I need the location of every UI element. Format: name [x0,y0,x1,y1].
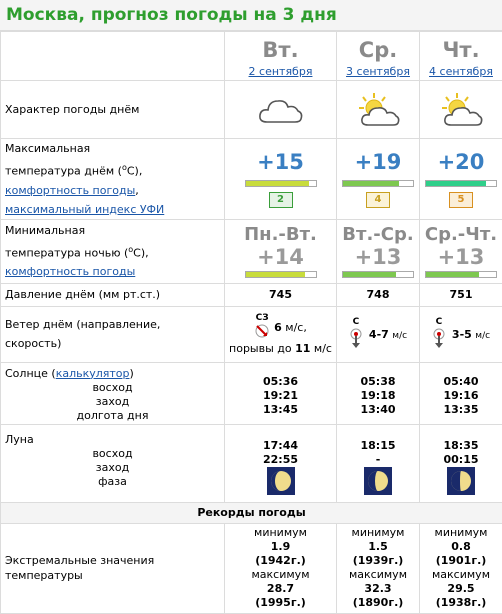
night-bar-fill [426,272,479,277]
moonset-label: заход [1,461,224,475]
moon-cell-2 [337,424,420,502]
sunset-time: 19:21 [225,389,336,403]
daylength: 13:35 [420,403,502,417]
max-temp-cell-2 [337,139,420,220]
comfort-bar-fill [426,181,486,186]
forecast-table [0,31,502,614]
weather-cell-2 [337,81,420,139]
moon-label: Луна [1,433,224,447]
page-title: Москва, прогноз погоды на 3 дня [0,0,502,31]
day-date-link[interactable]: 4 сентября [420,65,502,78]
wind-speed: 6 [274,321,282,334]
record-max: 29.5 [447,582,474,595]
record-cell-1: минимум 1.9 (1942г.) максимум 28.7 (1995г.) [225,523,337,613]
sunset-label: заход [1,395,224,409]
sunset-time: 19:16 [420,389,502,403]
comfort-bar [425,180,497,187]
comfort-bar-fill [343,181,399,186]
wind-speed: 4-7 [369,328,389,341]
min-temp-cell-3 [420,219,502,283]
night-days: Ср.-Чт. [420,224,502,245]
moon-cell-1 [225,424,337,502]
sunrise-time: 05:38 [337,375,419,389]
daylength: 13:40 [337,403,419,417]
wind-direction: СЗ [254,313,270,323]
min-temp-value: +13 [420,245,502,269]
record-max: 32.3 [364,582,391,595]
wind-speed: 3-5 [452,328,472,341]
sunset-time: 19:18 [337,389,419,403]
wind-label: Ветер днём (направление, скорость) [1,306,225,362]
sun-cell-2 [337,362,420,424]
record-min-year: (1939г.) [353,554,404,567]
extreme-label: Экстремальные значения температуры [1,523,225,613]
record-cell-2: минимум 1.5 (1939г.) максимум 32.3 (1890г.) [337,523,420,613]
moon-phase-icon [267,467,295,495]
moonrise-label: восход [1,447,224,461]
wind-cell-1: СЗ 6 м/с, порывы до 11 м/с [225,306,337,362]
night-days: Вт.-Ср. [337,224,419,245]
max-temp-value: +19 [337,150,419,174]
wind-north-icon [349,327,363,349]
wind-direction: С [432,317,446,327]
weather-day-label: Характер погоды днём [1,81,225,139]
moon-phase-icon [364,467,392,495]
day-name: Вт. [225,38,336,62]
sunrise-time: 05:40 [420,375,502,389]
record-max-year: (1995г.) [255,596,306,609]
max-temp-cell-1 [225,139,337,220]
min-temp-cell-2 [337,219,420,283]
pressure-value: 745 [225,283,337,306]
moon-phase-icon [447,467,475,495]
moonset-time: 22:55 [225,453,336,467]
moonset-time: - [337,453,419,467]
moonrise-time: 18:15 [337,439,419,453]
night-bar-fill [343,272,396,277]
comfort-link[interactable]: комфортность погоды [5,265,135,278]
comfort-bar [342,180,414,187]
record-cell-3: минимум 0.8 (1901г.) максимум 29.5 (1938г.) [420,523,502,613]
day-header-1 [225,32,337,81]
min-temp-value: +13 [337,245,419,269]
uv-index-link[interactable]: максимальный индекс УФИ [5,203,164,216]
sun-cell-3 [420,362,502,424]
moon-label-cell [1,424,225,502]
cloudy-icon [257,92,305,128]
wind-direction: С [349,317,363,327]
max-temp-value: +15 [225,150,336,174]
sun-label-cell: Солнце (калькулятор) восход заход долгота дня [1,362,225,424]
wind-gust: 11 [295,342,310,355]
record-min: 1.5 [368,540,388,553]
min-temp-cell-1 [225,219,337,283]
comfort-bar [245,271,317,278]
comfort-bar [342,271,414,278]
uv-index-badge: 4 [366,192,390,208]
record-max: 28.7 [267,582,294,595]
records-header: Рекорды погоды [1,502,502,523]
min-temp-label: Минимальная температура ночью ($^o$C), комфортность погоды [1,219,225,283]
night-bar-fill [246,272,306,277]
day-name: Чт. [420,38,502,62]
phase-label: фаза [1,475,224,489]
day-date-link[interactable]: 2 сентября [225,65,336,78]
sun-cell-1 [225,362,337,424]
pressure-value: 748 [337,283,420,306]
weather-cell-1 [225,81,337,139]
max-temp-label: Максимальная температура днём ($^o$C), комфортность погоды, максимальный индекс УФИ [1,139,225,220]
moonrise-time: 18:35 [420,439,502,453]
pressure-value: 751 [420,283,502,306]
uv-index-badge: 2 [269,192,293,208]
sun-calculator-link[interactable]: калькулятор [56,367,130,380]
record-min-year: (1942г.) [255,554,306,567]
max-temp-cell-3 [420,139,502,220]
day-header-2 [337,32,420,81]
moon-cell-3 [420,424,502,502]
max-temp-value: +20 [420,150,502,174]
comfort-bar [245,180,317,187]
night-days: Пн.-Вт. [225,224,336,245]
record-min: 0.8 [451,540,471,553]
day-date-link[interactable]: 3 сентября [337,65,419,78]
day-name: Ср. [337,38,419,62]
sunrise-label: восход [1,381,224,395]
sunrise-time: 05:36 [225,375,336,389]
comfort-bar-fill [246,181,309,186]
record-max-year: (1890г.) [353,596,404,609]
uv-index-badge: 5 [449,192,473,208]
wind-north-icon [432,327,446,349]
weather-cell-3 [420,81,502,139]
min-temp-value: +14 [225,245,336,269]
partly-cloudy-icon [437,91,485,129]
partly-cloudy-icon [354,91,402,129]
wind-cell-2: С 4-7 м/с [337,306,420,362]
wind-northwest-icon [254,323,270,339]
moonset-time: 00:15 [420,453,502,467]
daylength-label: долгота дня [1,409,224,423]
comfort-bar [425,271,497,278]
day-header-3 [420,32,502,81]
pressure-label: Давление днём (мм рт.ст.) [1,283,225,306]
comfort-link[interactable]: комфортность погоды [5,184,135,197]
wind-cell-3: С 3-5 м/с [420,306,502,362]
record-min: 1.9 [271,540,291,553]
header-empty-cell [1,32,225,81]
moonrise-time: 17:44 [225,439,336,453]
record-min-year: (1901г.) [436,554,487,567]
daylength: 13:45 [225,403,336,417]
record-max-year: (1938г.) [436,596,487,609]
